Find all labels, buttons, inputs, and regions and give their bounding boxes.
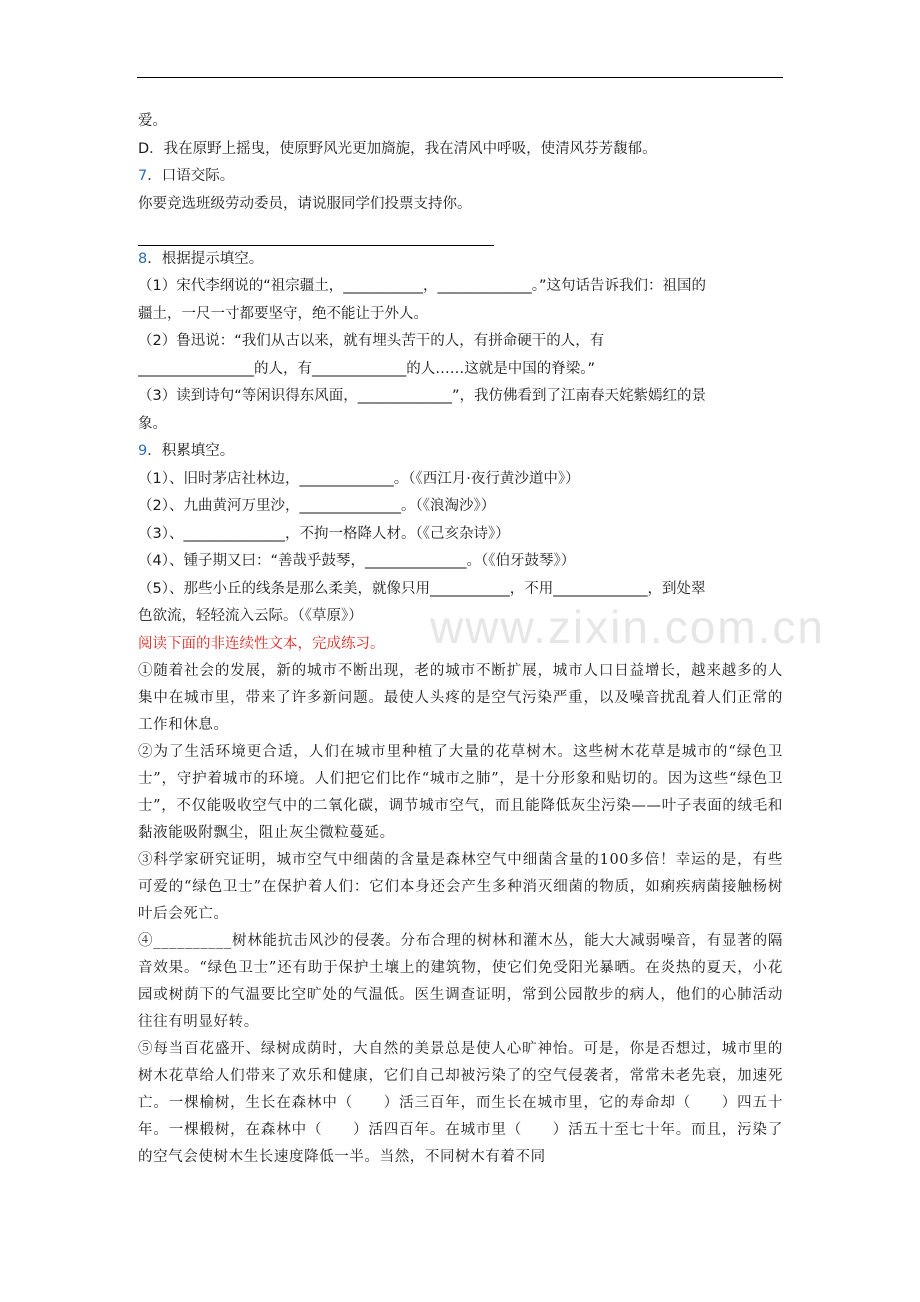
question-9-item-5-cont: 色欲流，轻轻流入云际。（《草原》） [138,608,363,624]
option-d: D．我在原野上摇曳，使原野风光更加旖旎，我在清风中呼吸，使清风芬芳馥郁。 [138,140,657,157]
answer-line[interactable] [138,225,494,246]
header-rule [137,77,783,78]
question-9-item-1: （1）、旧时茅店社林边，_____________。（《西江月·夜行黄沙道中》） [138,470,580,487]
question-number: 8 [138,250,148,267]
question-title: ．积累填空。 [147,443,235,459]
question-8-item-3-cont: 象。 [138,415,167,432]
question-8-item-3: （3）读到诗句“等闲识得东风面，_____________”，我仿佛看到了江南春天姹紫嫣红的景 [138,388,706,404]
question-8-item-1-cont: 疆土，一尺一寸都要坚守，绝不能让于外人。 [138,305,428,322]
document-page [138,108,783,1171]
question-number: 7 [138,168,148,184]
question-title: ．口语交际。 [147,168,235,184]
question-8-item-2-cont: ________________的人，有_____________的人……这就是中国的脊梁。” [138,360,596,377]
passage-paragraph-2: ②为了生活环境更合适，人们在城市里种植了大量的花草树木。这些树木花草是城市的“绿色卫士”，守护着城市的环境。人们把它们比作“城市之肺”，是十分形象和贴切的。因为这些“绿色卫士”，不仅能吸收空气中的二氧化碳，调节城市空气，而且能降低灰尘污染——叶子表面的绒毛和黏液能吸附飘尘，阻止灰尘微粒蔓延。 [138,744,783,841]
question-8-heading [138,246,783,274]
watermark: www.zixin.com.cn [430,601,825,653]
question-9-item-5: （5）、那些小丘的线条是那么柔美，就像只用___________，不用_____________，到处翠 [138,580,706,597]
question-8-item-2: （2）鲁迅说：“我们从古以来，就有埋头苦干的人，有拼命硬干的人，有 [138,333,605,349]
reading-heading: 阅读下面的非连续性文本，完成练习。 [138,635,385,652]
question-9-item-2: （2）、九曲黄河万里沙，______________。（《浪淘沙》） [138,498,496,514]
question-7-prompt: 你要竞选班级劳动委员，请说服同学们投票支持你。 [138,195,472,212]
question-9-item-3: （3）、______________，不拘一格降人材。（《己亥杂诗》） [138,525,510,542]
question-number: 9 [138,443,148,459]
question-9-item-4: （4）、锺子期又曰：“善哉乎鼓琴，______________。（《伯牙鼓琴》） [138,553,576,569]
reading-passage [138,658,783,1171]
text-line: 爱。 [138,113,167,129]
question-8-item-1: （1）宋代李纲说的“祖宗疆土，___________，_____________。”这句话告诉我们：祖国的 [138,278,706,294]
passage-paragraph-1: ①随着社会的发展，新的城市不断出现，老的城市不断扩展，城市人口日益增长，越来越多的人集中在城市里，带来了许多新问题。最使人头疼的是空气污染严重，以及噪音扰乱着人们正常的工作和休息。 [138,663,783,733]
question-7-heading [138,163,783,191]
question-title: ．根据提示填空。 [147,250,264,267]
question-9-heading [138,438,783,466]
passage-paragraph-3: ③科学家研究证明，城市空气中细菌的含量是森林空气中细菌含量的100多倍！幸运的是，有些可爱的“绿色卫士”在保护着人们：它们本身还会产生多种消灭细菌的物质，如痢疾病菌接触杨树叶后会死亡。 [138,852,783,922]
passage-paragraph-5: ⑤每当百花盛开、绿树成荫时，大自然的美景总是使人心旷神怡。可是，你是否想过，城市里的树木花草给人们带来了欢乐和健康，它们自己却被污染了的空气侵袭者，常常未老先衰，加速死亡。一棵榆树，生长在森林中（ ）活三百年，而生长在城市里，它的寿命却（ ）四五十年。一棵椴树，在森林中（ ）活四百年。在城市里（ ）活五十至七十年。而且，污染了的空气会使树木生长速度降低一半。当然，不同树木有着不同 [138,1041,783,1165]
answer-line-row [138,218,783,246]
passage-paragraph-4: ④__________树林能抗击风沙的侵袭。分布合理的树林和灌木丛，能大大减弱噪音，有显著的隔音效果。“绿色卫士”还有助于保护土壤上的建筑物，使它们免受阳光暴晒。在炎热的夏天，小花园或树荫下的气温要比空旷处的气温低。医生调查证明，常到公园散步的病人，他们的心肺活动往往有明显好转。 [138,933,783,1030]
